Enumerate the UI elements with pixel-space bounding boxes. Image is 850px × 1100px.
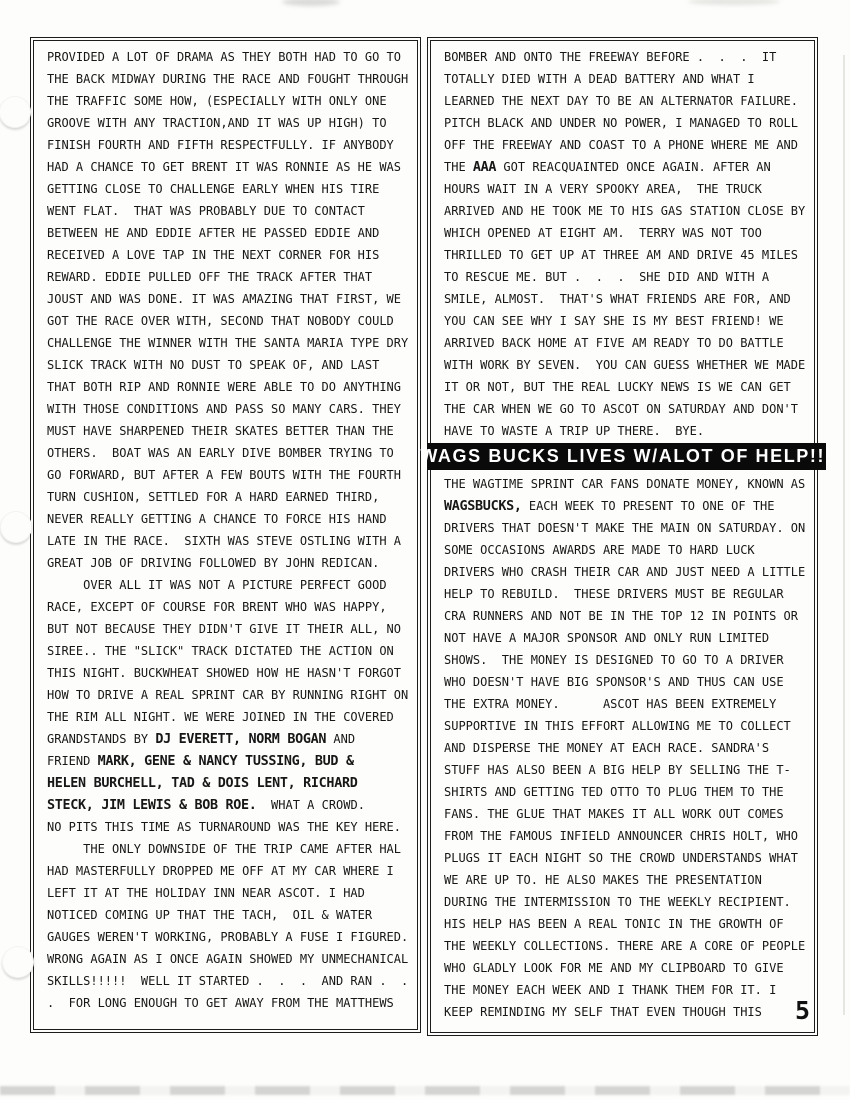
- text-line: [47, 508, 417, 530]
- text-segment: ARRIVED BACK HOME AT FIVE AM READY TO DO BATTLE: [444, 336, 784, 350]
- text-line: [444, 935, 814, 957]
- text-segment: FRIEND: [47, 754, 98, 768]
- text-segment: SLICK TRACK WITH NO DUST TO SPEAK OF, AND LAST: [47, 358, 380, 372]
- text-segment: OTHERS. BOAT WAS AN EARLY DIVE BOMBER TRYING TO: [47, 446, 394, 460]
- right-column-box: [420, 37, 833, 1036]
- text-segment: RACE, EXCEPT OF COURSE FOR BRENT WHO WAS HAPPY,: [47, 600, 387, 614]
- text-line: [47, 442, 417, 464]
- text-segment: BOMBER AND ONTO THE FREEWAY BEFORE . . . IT: [444, 50, 777, 64]
- text-line: [444, 200, 814, 222]
- text-segment: LEFT IT AT THE HOLIDAY INN NEAR ASCOT. I HAD: [47, 886, 365, 900]
- text-line: [444, 288, 814, 310]
- text-line: [444, 539, 814, 561]
- text-line: [47, 596, 417, 618]
- text-segment: JOUST AND WAS DONE. IT WAS AMAZING THAT FIRST, WE: [47, 292, 402, 306]
- text-line: [444, 715, 814, 737]
- text-line: [47, 46, 417, 68]
- text-segment: THE WEEKLY COLLECTIONS. THERE ARE A CORE OF PEOPLE: [444, 939, 806, 953]
- text-segment: GOT THE RACE OVER WITH, SECOND THAT NOBODY COULD: [47, 314, 394, 328]
- text-line: [444, 869, 814, 891]
- text-segment: WHO GLADLY LOOK FOR ME AND MY CLIPBOARD TO GIVE: [444, 961, 784, 975]
- text-line: [444, 561, 814, 583]
- text-line: [444, 354, 814, 376]
- text-line: [47, 574, 417, 596]
- text-segment: WITH WORK BY SEVEN. YOU CAN GUESS WHETHER WE MADE: [444, 358, 806, 372]
- text-line: [47, 266, 417, 288]
- text-line: [47, 794, 417, 816]
- text-segment: EACH WEEK TO PRESENT TO ONE OF THE: [521, 499, 775, 513]
- text-segment: THE WAGTIME SPRINT CAR FANS DONATE MONEY, KNOWN AS: [444, 477, 806, 491]
- section-header-title: WAGS BUCKS LIVES W/ALOT OF HELP!!!: [420, 446, 833, 466]
- text-line: [444, 627, 814, 649]
- hole-punch: [0, 511, 32, 543]
- left-column-text: [34, 41, 417, 1014]
- scan-smudge: [688, 0, 780, 5]
- text-segment: DRIVERS WHO CRASH THEIR CAR AND JUST NEED A LITTLE: [444, 565, 806, 579]
- text-line: [47, 904, 417, 926]
- text-line: [47, 948, 417, 970]
- text-segment: LEARNED THE NEXT DAY TO BE AN ALTERNATOR FAILURE.: [444, 94, 799, 108]
- text-segment: TO RESCUE ME. BUT . . . SHE DID AND WITH A: [444, 270, 770, 284]
- scan-edge-streak: [843, 55, 845, 1015]
- text-line: [47, 992, 417, 1014]
- text-segment: FANS. THE GLUE THAT MAKES IT ALL WORK OUT COMES: [444, 807, 784, 821]
- text-line: [444, 473, 814, 495]
- text-line: [444, 222, 814, 244]
- text-line: [444, 310, 814, 332]
- text-line: [444, 671, 814, 693]
- text-segment: SUPPORTIVE IN THIS EFFORT ALLOWING ME TO COLLECT: [444, 719, 791, 733]
- text-segment: WITH THOSE CONDITIONS AND PASS SO MANY CARS. THEY: [47, 402, 402, 416]
- text-line: [444, 891, 814, 913]
- text-line: [444, 803, 814, 825]
- text-segment: GOT REACQUAINTED ONCE AGAIN. AFTER AN: [496, 160, 771, 174]
- text-segment: KEEP REMINDING MY SELF THAT EVEN THOUGH THIS: [444, 1005, 762, 1019]
- bold-text-segment: AAA: [472, 160, 497, 175]
- text-segment: GROOVE WITH ANY TRACTION,AND IT WAS UP HIGH) TO: [47, 116, 387, 130]
- text-segment: SKILLS!!!!! WELL IT STARTED . . . AND RAN . .: [47, 974, 409, 988]
- text-segment: SMILE, ALMOST. THAT'S WHAT FRIENDS ARE FOR, AND: [444, 292, 791, 306]
- text-line: [444, 847, 814, 869]
- text-segment: CRA RUNNERS AND NOT BE IN THE TOP 12 IN POINTS OR: [444, 609, 799, 623]
- text-segment: GREAT JOB OF DRIVING FOLLOWED BY JOHN REDICAN.: [47, 556, 380, 570]
- text-segment: HOURS WAIT IN A VERY SPOOKY AREA, THE TRUCK: [444, 182, 762, 196]
- text-line: [444, 420, 814, 442]
- text-line: [47, 772, 417, 794]
- text-segment: THE EXTRA MONEY. ASCOT HAS BEEN EXTREMELY: [444, 697, 777, 711]
- text-segment: SOME OCCASIONS AWARDS ARE MADE TO HARD LUCK: [444, 543, 755, 557]
- text-line: [47, 200, 417, 222]
- text-segment: SHIRTS AND GETTING TED OTTO TO PLUG THEM TO THE: [444, 785, 784, 799]
- text-line: [47, 530, 417, 552]
- text-line: [47, 420, 417, 442]
- text-line: [47, 354, 417, 376]
- hole-punch: [2, 946, 34, 978]
- text-segment: WHICH OPENED AT EIGHT AM. TERRY WAS NOT TOO: [444, 226, 762, 240]
- text-line: [47, 926, 417, 948]
- text-line: [47, 288, 417, 310]
- text-line: [444, 649, 814, 671]
- scan-smudge: [282, 0, 340, 6]
- text-segment: BUT NOT BECAUSE THEY DIDN'T GIVE IT THEIR ALL, NO: [47, 622, 402, 636]
- bold-text-segment: STECK, JIM LEWIS & BOB ROE.: [47, 798, 257, 813]
- text-line: [47, 156, 417, 178]
- text-segment: PROVIDED A LOT OF DRAMA AS THEY BOTH HAD TO GO TO: [47, 50, 402, 64]
- text-line: [444, 517, 814, 539]
- section-header-bar: [420, 443, 833, 470]
- text-line: [47, 310, 417, 332]
- text-segment: AND: [326, 732, 356, 746]
- left-column-box: [30, 37, 421, 1033]
- text-line: [444, 134, 814, 156]
- text-segment: HAD MASTERFULLY DROPPED ME OFF AT MY CAR WHERE I: [47, 864, 394, 878]
- text-segment: ARRIVED AND HE TOOK ME TO HIS GAS STATION CLOSE BY: [444, 204, 806, 218]
- text-segment: STUFF HAS ALSO BEEN A BIG HELP BY SELLING THE T-: [444, 763, 791, 777]
- right-column-text-bottom: [431, 470, 814, 1023]
- text-line: [47, 552, 417, 574]
- text-segment: HAD A CHANCE TO GET BRENT IT WAS RONNIE AS HE WAS: [47, 160, 402, 174]
- right-column-text-top: [431, 41, 814, 442]
- text-line: [444, 781, 814, 803]
- text-segment: CHALLENGE THE WINNER WITH THE SANTA MARIA TYPE DRY: [47, 336, 409, 350]
- text-segment: DRIVERS THAT DOESN'T MAKE THE MAIN ON SATURDAY. ON: [444, 521, 806, 535]
- text-line: [444, 605, 814, 627]
- text-segment: THIS NIGHT. BUCKWHEAT SHOWED HOW HE HASN'T FORGOT: [47, 666, 402, 680]
- text-segment: WE ARE UP TO. HE ALSO MAKES THE PRESENTATION: [444, 873, 762, 887]
- text-line: [444, 332, 814, 354]
- text-line: [444, 178, 814, 200]
- text-segment: THRILLED TO GET UP AT THREE AM AND DRIVE 45 MILES: [444, 248, 799, 262]
- text-segment: THAT BOTH RIP AND RONNIE WERE ABLE TO DO ANYTHING: [47, 380, 402, 394]
- text-segment: OFF THE FREEWAY AND COAST TO A PHONE WHERE ME AND: [444, 138, 799, 152]
- text-line: [47, 134, 417, 156]
- text-segment: HIS HELP HAS BEEN A REAL TONIC IN THE GROWTH OF: [444, 917, 784, 931]
- text-segment: GETTING CLOSE TO CHALLENGE EARLY WHEN HIS TIRE: [47, 182, 380, 196]
- bold-text-segment: HELEN BURCHELL, TAD & DOIS LENT, RICHARD: [47, 776, 358, 791]
- text-segment: THE: [444, 160, 473, 174]
- text-line: [444, 244, 814, 266]
- text-line: [47, 816, 417, 838]
- text-line: [444, 737, 814, 759]
- bold-text-segment: MARK, GENE & NANCY TUSSING, BUD &: [97, 754, 354, 769]
- text-line: [444, 112, 814, 134]
- text-line: [444, 1001, 814, 1023]
- text-segment: WHO DOESN'T HAVE BIG SPONSOR'S AND THUS CAN USE: [444, 675, 784, 689]
- text-line: [444, 957, 814, 979]
- text-segment: TOTALLY DIED WITH A DEAD BATTERY AND WHAT I: [444, 72, 755, 86]
- text-line: [47, 112, 417, 134]
- text-segment: WENT FLAT. THAT WAS PROBABLY DUE TO CONTACT: [47, 204, 365, 218]
- text-segment: . FOR LONG ENOUGH TO GET AWAY FROM THE MATTHEWS: [47, 996, 394, 1010]
- text-line: [47, 68, 417, 90]
- text-line: [47, 860, 417, 882]
- text-segment: SHOWS. THE MONEY IS DESIGNED TO GO TO A DRIVER: [444, 653, 784, 667]
- text-segment: NO PITS THIS TIME AS TURNAROUND WAS THE KEY HERE.: [47, 820, 402, 834]
- text-segment: DURING THE INTERMISSION TO THE WEEKLY RECIPIENT.: [444, 895, 791, 909]
- text-line: [444, 759, 814, 781]
- text-segment: GRANDSTANDS BY: [47, 732, 156, 746]
- text-segment: WHAT A CROWD.: [256, 798, 365, 812]
- page-number: 5: [795, 996, 811, 1025]
- text-line: [444, 913, 814, 935]
- text-segment: FROM THE FAMOUS INFIELD ANNOUNCER CHRIS HOLT, WHO: [444, 829, 799, 843]
- text-line: [47, 640, 417, 662]
- text-line: [47, 838, 417, 860]
- text-line: [47, 90, 417, 112]
- text-line: [444, 398, 814, 420]
- text-segment: HAVE TO WASTE A TRIP UP THERE. BYE.: [444, 424, 705, 438]
- text-line: [47, 970, 417, 992]
- text-segment: HOW TO DRIVE A REAL SPRINT CAR BY RUNNING RIGHT ON: [47, 688, 409, 702]
- text-segment: YOU CAN SEE WHY I SAY SHE IS MY BEST FRIEND! WE: [444, 314, 784, 328]
- text-segment: AND DISPERSE THE MONEY AT EACH RACE. SANDRA'S: [444, 741, 770, 755]
- text-line: [47, 684, 417, 706]
- text-segment: NOT HAVE A MAJOR SPONSOR AND ONLY RUN LIMITED: [444, 631, 770, 645]
- text-segment: BETWEEN HE AND EDDIE AFTER HE PASSED EDDIE AND: [47, 226, 380, 240]
- text-line: [444, 693, 814, 715]
- text-segment: RECEIVED A LOVE TAP IN THE NEXT CORNER FOR HIS: [47, 248, 380, 262]
- text-line: [444, 46, 814, 68]
- text-segment: FINISH FOURTH AND FIFTH RESPECTFULLY. IF ANYBODY: [47, 138, 394, 152]
- text-line: [444, 583, 814, 605]
- text-line: [444, 825, 814, 847]
- text-line: [47, 464, 417, 486]
- text-segment: TURN CUSHION, SETTLED FOR A HARD EARNED THIRD,: [47, 490, 380, 504]
- text-line: [47, 222, 417, 244]
- text-segment: IT OR NOT, BUT THE REAL LUCKY NEWS IS WE CAN GET: [444, 380, 791, 394]
- text-line: [47, 244, 417, 266]
- text-segment: SIREE.. THE "SLICK" TRACK DICTATED THE ACTION ON: [47, 644, 394, 658]
- text-segment: HELP TO REBUILD. THESE DRIVERS MUST BE REGULAR: [444, 587, 784, 601]
- text-line: [444, 376, 814, 398]
- text-line: [47, 398, 417, 420]
- text-line: [444, 90, 814, 112]
- text-line: [47, 750, 417, 772]
- text-line: [47, 706, 417, 728]
- text-line: [47, 882, 417, 904]
- text-segment: NEVER REALLY GETTING A CHANCE TO FORCE HIS HAND: [47, 512, 387, 526]
- text-line: [47, 332, 417, 354]
- text-segment: OVER ALL IT WAS NOT A PICTURE PERFECT GOOD: [47, 578, 387, 592]
- text-line: [47, 486, 417, 508]
- text-segment: THE ONLY DOWNSIDE OF THE TRIP CAME AFTER HAL: [47, 842, 402, 856]
- text-line: [47, 728, 417, 750]
- text-segment: REWARD. EDDIE PULLED OFF THE TRACK AFTER THAT: [47, 270, 373, 284]
- text-line: [47, 662, 417, 684]
- text-segment: THE RIM ALL NIGHT. WE WERE JOINED IN THE COVERED: [47, 710, 394, 724]
- text-segment: THE BACK MIDWAY DURING THE RACE AND FOUGHT THROUGH: [47, 72, 409, 86]
- text-line: [47, 178, 417, 200]
- bold-text-segment: WAGSBUCKS,: [444, 499, 522, 514]
- text-segment: GO FORWARD, BUT AFTER A FEW BOUTS WITH THE FOURTH: [47, 468, 402, 482]
- hole-punch: [0, 96, 31, 128]
- text-segment: WRONG AGAIN AS I ONCE AGAIN SHOWED MY UNMECHANICAL: [47, 952, 409, 966]
- text-segment: PLUGS IT EACH NIGHT SO THE CROWD UNDERSTANDS WHAT: [444, 851, 799, 865]
- text-line: [47, 618, 417, 640]
- text-line: [444, 495, 814, 517]
- text-line: [444, 68, 814, 90]
- text-segment: GAUGES WEREN'T WORKING, PROBABLY A FUSE I FIGURED.: [47, 930, 409, 944]
- text-line: [47, 376, 417, 398]
- scan-artifact-band: [0, 1086, 850, 1095]
- text-line: [444, 156, 814, 178]
- text-segment: LATE IN THE RACE. SIXTH WAS STEVE OSTLING WITH A: [47, 534, 402, 548]
- text-segment: MUST HAVE SHARPENED THEIR SKATES BETTER THAN THE: [47, 424, 394, 438]
- text-line: [444, 266, 814, 288]
- text-segment: NOTICED COMING UP THAT THE TACH, OIL & WATER: [47, 908, 373, 922]
- text-segment: PITCH BLACK AND UNDER NO POWER, I MANAGED TO ROLL: [444, 116, 799, 130]
- text-line: [444, 979, 814, 1001]
- text-segment: THE CAR WHEN WE GO TO ASCOT ON SATURDAY AND DON'T: [444, 402, 799, 416]
- text-segment: THE TRAFFIC SOME HOW, (ESPECIALLY WITH ONLY ONE: [47, 94, 387, 108]
- text-segment: THE MONEY EACH WEEK AND I THANK THEM FOR IT. I: [444, 983, 777, 997]
- bold-text-segment: DJ EVERETT, NORM BOGAN: [155, 732, 327, 747]
